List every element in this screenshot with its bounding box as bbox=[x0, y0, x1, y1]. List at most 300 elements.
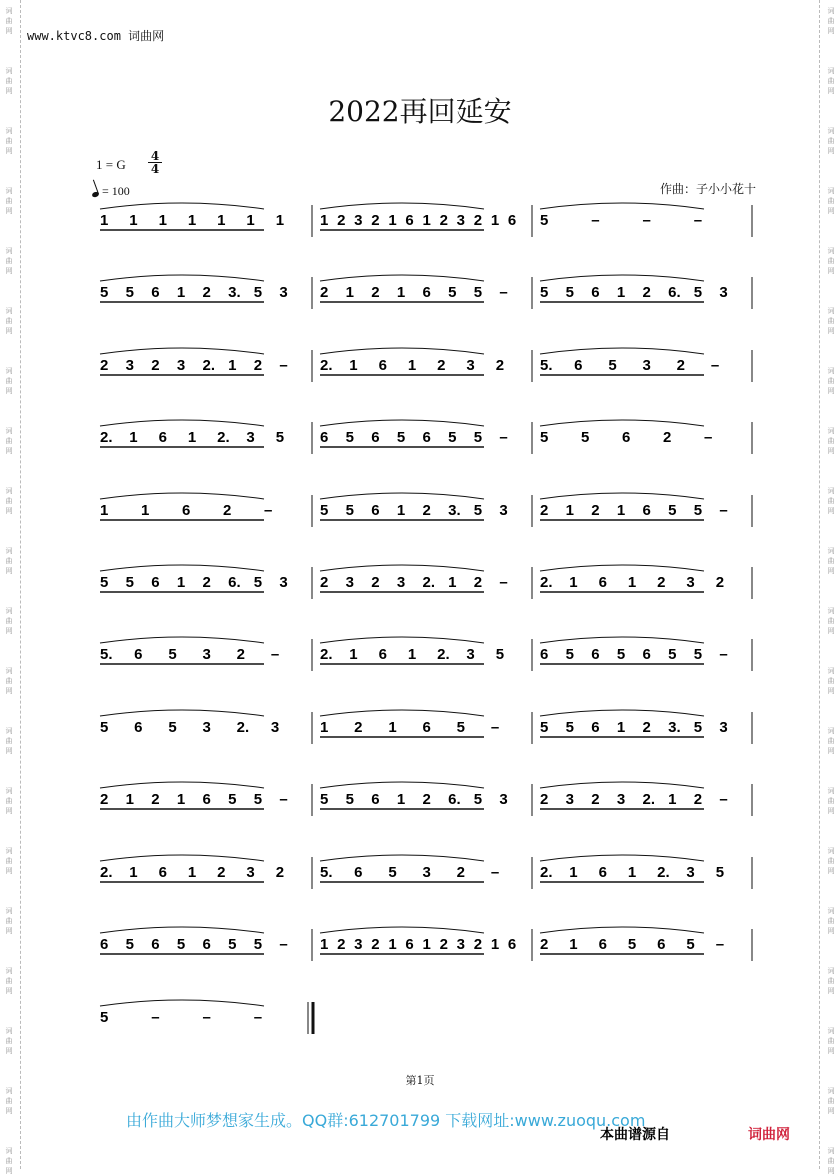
note: – bbox=[202, 1009, 211, 1026]
slur-arc bbox=[540, 203, 704, 209]
note: 1 bbox=[187, 212, 197, 229]
note: 1 bbox=[490, 212, 500, 229]
note: 5 bbox=[608, 357, 617, 374]
score-line bbox=[100, 565, 752, 599]
note: 2. bbox=[100, 864, 113, 881]
note: – bbox=[591, 212, 600, 229]
note: 2 bbox=[320, 284, 329, 301]
note: – bbox=[719, 791, 728, 808]
note: 1 bbox=[627, 574, 637, 591]
note: 2 bbox=[495, 357, 505, 374]
watermark-text: 词 曲 网 bbox=[5, 1147, 13, 1175]
slur-arc bbox=[100, 203, 264, 209]
note: 1 bbox=[448, 574, 457, 591]
note: 6 bbox=[591, 284, 600, 301]
note: 3 bbox=[354, 212, 363, 229]
note: 2. bbox=[540, 864, 553, 881]
note: 6 bbox=[598, 574, 607, 591]
note: 6 bbox=[598, 936, 607, 953]
score-line bbox=[100, 275, 752, 309]
note: – bbox=[490, 864, 500, 881]
note: – bbox=[490, 719, 500, 736]
note: 2 bbox=[473, 212, 483, 229]
note: 6 bbox=[405, 212, 414, 229]
note: 6 bbox=[591, 719, 600, 736]
note: 1 bbox=[569, 936, 578, 953]
note: 2 bbox=[473, 936, 483, 953]
watermark-text: 词 曲 网 bbox=[827, 7, 835, 35]
note: 3 bbox=[279, 284, 288, 301]
note: 6 bbox=[151, 284, 160, 301]
slur-arc bbox=[100, 855, 264, 861]
note: 3 bbox=[642, 357, 651, 374]
note: – bbox=[253, 1009, 263, 1026]
slur-arc bbox=[100, 1000, 264, 1006]
note: 5 bbox=[253, 574, 263, 591]
note: 3 bbox=[270, 719, 280, 736]
note: 5 bbox=[168, 646, 177, 663]
note: 6 bbox=[642, 646, 651, 663]
watermark-text: 词 曲 网 bbox=[5, 847, 13, 875]
note: 5 bbox=[176, 936, 186, 953]
note: 2. bbox=[320, 646, 333, 663]
slur-arc bbox=[100, 927, 264, 933]
note: – bbox=[270, 646, 280, 663]
slur-arc bbox=[320, 855, 484, 861]
note: 5. bbox=[540, 357, 553, 374]
note: 6 bbox=[371, 429, 380, 446]
note: 2 bbox=[676, 357, 686, 374]
slur-arc bbox=[100, 275, 264, 281]
note: – bbox=[279, 357, 288, 374]
note: – bbox=[710, 357, 720, 374]
note: 5. bbox=[320, 864, 333, 881]
note: 2 bbox=[663, 429, 672, 446]
watermark-text: 词 曲 网 bbox=[5, 907, 13, 935]
watermark-text: 词 曲 网 bbox=[827, 487, 835, 515]
note: 1 bbox=[176, 574, 186, 591]
score-line bbox=[100, 855, 752, 889]
note: 5 bbox=[473, 284, 483, 301]
watermark-text: 词 曲 网 bbox=[5, 547, 13, 575]
note: 6 bbox=[507, 212, 517, 229]
note: 1 bbox=[275, 212, 285, 229]
slur-arc bbox=[100, 637, 264, 643]
note: 5 bbox=[540, 719, 549, 736]
note: – bbox=[719, 502, 728, 519]
note: 2 bbox=[275, 864, 285, 881]
note: 3 bbox=[422, 864, 431, 881]
note: – bbox=[279, 791, 288, 808]
note: 2 bbox=[371, 284, 380, 301]
score-line bbox=[100, 782, 752, 816]
note: 3 bbox=[686, 574, 695, 591]
note: 1 bbox=[616, 719, 626, 736]
note: 5 bbox=[540, 212, 549, 229]
score-line bbox=[100, 420, 752, 454]
note: – bbox=[499, 429, 508, 446]
note: 5 bbox=[693, 284, 703, 301]
slur-arc bbox=[320, 710, 484, 716]
slur-arc bbox=[540, 493, 704, 499]
footer-source-label: 本曲谱源自 bbox=[600, 1127, 670, 1143]
note: 5 bbox=[616, 646, 626, 663]
note: 2. bbox=[100, 429, 113, 446]
slur-arc bbox=[100, 565, 264, 571]
note: 5 bbox=[540, 284, 549, 301]
tempo-value: = 100 bbox=[102, 184, 130, 198]
note: 5 bbox=[100, 719, 109, 736]
score-line bbox=[100, 710, 752, 744]
slur-arc bbox=[540, 637, 704, 643]
note: 2 bbox=[100, 791, 109, 808]
watermark-text: 词 曲 网 bbox=[827, 367, 835, 395]
note: 5 bbox=[686, 936, 695, 953]
slur-arc bbox=[320, 348, 484, 354]
note: 2 bbox=[337, 936, 346, 953]
note: 1 bbox=[396, 502, 406, 519]
note: 5 bbox=[693, 502, 703, 519]
note: 3 bbox=[354, 936, 363, 953]
score-line bbox=[100, 927, 752, 961]
note: 6 bbox=[622, 429, 631, 446]
note: – bbox=[642, 212, 651, 229]
note: 1 bbox=[187, 429, 197, 446]
note: 1 bbox=[125, 791, 134, 808]
watermark-text: 词 曲 网 bbox=[827, 607, 835, 635]
watermark-text: 词 曲 网 bbox=[827, 247, 835, 275]
watermark-text: 词 曲 网 bbox=[827, 67, 835, 95]
slur-arc bbox=[320, 493, 484, 499]
note: 1 bbox=[100, 212, 109, 229]
note: 3 bbox=[686, 864, 695, 881]
note: 3 bbox=[125, 357, 134, 374]
note: 6 bbox=[100, 936, 109, 953]
note: 1 bbox=[345, 284, 354, 301]
note: 6 bbox=[422, 429, 431, 446]
note: 2 bbox=[540, 502, 549, 519]
note: 2 bbox=[217, 864, 226, 881]
note: 2. bbox=[657, 864, 670, 881]
note: 1 bbox=[158, 212, 167, 229]
watermark-text: 词 曲 网 bbox=[5, 967, 13, 995]
score-line bbox=[100, 493, 752, 527]
note: 6. bbox=[228, 574, 241, 591]
note: 3 bbox=[202, 719, 211, 736]
note: 5 bbox=[320, 502, 329, 519]
footer-brand[interactable]: 词曲网 bbox=[748, 1127, 790, 1143]
note: 1 bbox=[246, 212, 255, 229]
note: 1 bbox=[490, 936, 500, 953]
note: 1 bbox=[320, 719, 329, 736]
note: 5 bbox=[448, 429, 457, 446]
slur-arc bbox=[540, 420, 704, 426]
note: 5 bbox=[715, 864, 725, 881]
note: 5 bbox=[345, 502, 354, 519]
watermark-text: 词 曲 网 bbox=[827, 427, 835, 455]
note: 2 bbox=[320, 574, 329, 591]
note: 6 bbox=[422, 284, 431, 301]
note: 6 bbox=[151, 574, 160, 591]
note: 3. bbox=[668, 719, 681, 736]
note: 3. bbox=[228, 284, 241, 301]
note: 2 bbox=[439, 936, 448, 953]
note: 3 bbox=[565, 791, 574, 808]
note: 2 bbox=[151, 357, 160, 374]
note: 1 bbox=[176, 284, 186, 301]
score-line bbox=[100, 1000, 313, 1034]
note: 1 bbox=[668, 791, 677, 808]
note: 1 bbox=[422, 212, 431, 229]
note: 2 bbox=[591, 502, 600, 519]
watermark-text: 词 曲 网 bbox=[5, 247, 13, 275]
note: 3 bbox=[456, 936, 466, 953]
note: 6 bbox=[371, 791, 380, 808]
note: 2. bbox=[202, 357, 216, 374]
note: 5 bbox=[495, 646, 505, 663]
note: 5 bbox=[668, 502, 677, 519]
note: 1 bbox=[569, 864, 578, 881]
watermark-text: 词 曲 网 bbox=[827, 547, 835, 575]
page-number: 第1页 bbox=[405, 1074, 435, 1087]
slur-arc bbox=[100, 420, 264, 426]
note: 5 bbox=[540, 429, 549, 446]
note: 5 bbox=[125, 284, 134, 301]
note: 2 bbox=[371, 574, 380, 591]
note: 2 bbox=[437, 357, 446, 374]
note: 2 bbox=[354, 719, 363, 736]
slur-arc bbox=[100, 782, 264, 788]
note: 5 bbox=[345, 429, 354, 446]
note: 6 bbox=[598, 864, 607, 881]
note: 5 bbox=[565, 646, 574, 663]
note: 5 bbox=[388, 864, 397, 881]
watermark-text: 词 曲 网 bbox=[5, 307, 13, 335]
note: 1 bbox=[349, 357, 358, 374]
note: 5 bbox=[693, 646, 703, 663]
note: 2 bbox=[456, 864, 466, 881]
note: 2. bbox=[540, 574, 553, 591]
slur-arc bbox=[540, 927, 704, 933]
note: 5 bbox=[396, 429, 406, 446]
note: 1 bbox=[396, 791, 406, 808]
note: 2. bbox=[437, 646, 450, 663]
note: 6. bbox=[448, 791, 461, 808]
note: 6 bbox=[202, 936, 211, 953]
note: 5 bbox=[473, 429, 483, 446]
note: 2 bbox=[642, 284, 651, 301]
note: 2 bbox=[540, 791, 549, 808]
slur-arc bbox=[100, 348, 264, 354]
note: 1 bbox=[616, 284, 626, 301]
note: 1 bbox=[388, 212, 397, 229]
note: 5 bbox=[473, 502, 483, 519]
note: 3 bbox=[466, 357, 475, 374]
note: 1 bbox=[129, 429, 138, 446]
note: 1 bbox=[388, 719, 397, 736]
score-line bbox=[100, 348, 752, 382]
note: – bbox=[693, 212, 703, 229]
note: 1 bbox=[627, 864, 637, 881]
watermark-text: 词 曲 网 bbox=[827, 307, 835, 335]
slur-arc bbox=[540, 855, 704, 861]
note: 3 bbox=[499, 502, 508, 519]
watermark-text: 词 曲 网 bbox=[5, 1027, 13, 1055]
watermark-text: 词 曲 网 bbox=[827, 667, 835, 695]
slur-arc bbox=[320, 927, 484, 933]
site-header[interactable]: www.ktvc8.com 词曲网 bbox=[27, 29, 165, 43]
note: 5 bbox=[228, 936, 237, 953]
note: 2. bbox=[422, 574, 436, 591]
note: 6 bbox=[182, 502, 191, 519]
watermark-text: 词 曲 网 bbox=[5, 1087, 13, 1115]
note: 3 bbox=[719, 284, 728, 301]
note: 1 bbox=[129, 212, 138, 229]
note: 2 bbox=[223, 502, 232, 519]
note: 6 bbox=[657, 936, 666, 953]
note: 3 bbox=[616, 791, 626, 808]
note: – bbox=[499, 284, 508, 301]
note: 5 bbox=[100, 1009, 109, 1026]
watermark-text: 词 曲 网 bbox=[827, 1087, 835, 1115]
watermark-text: 词 曲 网 bbox=[827, 1147, 835, 1175]
slur-arc bbox=[540, 275, 704, 281]
note: 6 bbox=[378, 646, 387, 663]
note: 2 bbox=[371, 212, 380, 229]
note: 1 bbox=[407, 646, 417, 663]
note: 2 bbox=[236, 646, 246, 663]
note: 5 bbox=[275, 429, 285, 446]
note: 5 bbox=[125, 936, 134, 953]
note: 3 bbox=[466, 646, 475, 663]
note: – bbox=[719, 646, 728, 663]
note: 2. bbox=[217, 429, 230, 446]
note: 2 bbox=[151, 791, 160, 808]
note: 6 bbox=[405, 936, 414, 953]
note: 3. bbox=[448, 502, 461, 519]
note: 6. bbox=[668, 284, 681, 301]
note: 2. bbox=[642, 791, 656, 808]
note: 5 bbox=[253, 791, 263, 808]
note: 1 bbox=[565, 502, 574, 519]
note: 5 bbox=[456, 719, 466, 736]
note: 6 bbox=[574, 357, 583, 374]
note: 6 bbox=[642, 502, 651, 519]
note: 1 bbox=[176, 791, 186, 808]
slur-arc bbox=[320, 420, 484, 426]
score-line bbox=[100, 203, 752, 237]
note: 1 bbox=[217, 212, 226, 229]
slur-arc bbox=[320, 275, 484, 281]
composer-credit: 作曲：子小小花十 bbox=[660, 182, 757, 196]
note: 1 bbox=[141, 502, 150, 519]
note: 5 bbox=[228, 791, 237, 808]
note: 1 bbox=[422, 936, 431, 953]
note: 1 bbox=[396, 284, 406, 301]
note: 5 bbox=[100, 574, 109, 591]
note: 2 bbox=[439, 212, 448, 229]
note: – bbox=[715, 936, 725, 953]
note: 2 bbox=[715, 574, 725, 591]
slur-arc bbox=[540, 782, 704, 788]
note: 6 bbox=[591, 646, 600, 663]
note: 6 bbox=[422, 719, 431, 736]
note: 1 bbox=[569, 574, 578, 591]
watermark-text: 词 曲 网 bbox=[5, 187, 13, 215]
note: 2 bbox=[202, 574, 211, 591]
slur-arc bbox=[540, 348, 704, 354]
note: 3 bbox=[176, 357, 186, 374]
note: 5 bbox=[345, 791, 354, 808]
note: 2 bbox=[371, 936, 380, 953]
footer-generated-note[interactable]: 由作曲大师梦想家生成。QQ群:612701799 下载网址:www.zuoqu.com bbox=[126, 1111, 646, 1130]
note: 5 bbox=[693, 719, 703, 736]
watermark-text: 词 曲 网 bbox=[5, 127, 13, 155]
note: 6 bbox=[320, 429, 329, 446]
watermark-text: 词 曲 网 bbox=[5, 727, 13, 755]
note: 3 bbox=[246, 864, 255, 881]
note: – bbox=[264, 502, 273, 519]
note: 6 bbox=[134, 719, 143, 736]
watermark-text: 词 曲 网 bbox=[827, 127, 835, 155]
note: 3 bbox=[719, 719, 728, 736]
note: 5 bbox=[565, 284, 574, 301]
note: 5 bbox=[473, 791, 483, 808]
slur-arc bbox=[320, 565, 484, 571]
note: 3 bbox=[396, 574, 406, 591]
note: 5 bbox=[168, 719, 177, 736]
note: 2. bbox=[320, 357, 333, 374]
note: 1 bbox=[187, 864, 197, 881]
note: 2 bbox=[642, 719, 651, 736]
watermark-text: 词 曲 网 bbox=[5, 367, 13, 395]
note: 5 bbox=[668, 646, 677, 663]
note: 3 bbox=[499, 791, 508, 808]
note: 5 bbox=[581, 429, 590, 446]
note: 1 bbox=[349, 646, 358, 663]
time-signature-top: 4 bbox=[150, 149, 160, 163]
slur-arc bbox=[100, 493, 264, 499]
note: 2. bbox=[236, 719, 250, 736]
note: 3 bbox=[279, 574, 288, 591]
note: 1 bbox=[388, 936, 397, 953]
note: 5 bbox=[100, 284, 109, 301]
note: 6 bbox=[371, 502, 380, 519]
note: 1 bbox=[320, 212, 329, 229]
watermark-text: 词 曲 网 bbox=[5, 667, 13, 695]
note: 2 bbox=[337, 212, 346, 229]
note: 2 bbox=[473, 574, 483, 591]
note: 6 bbox=[134, 646, 143, 663]
note: 6 bbox=[378, 357, 387, 374]
watermark-text: 词 曲 网 bbox=[5, 7, 13, 35]
slur-arc bbox=[540, 565, 704, 571]
watermark-text: 词 曲 网 bbox=[827, 847, 835, 875]
slur-arc bbox=[320, 203, 484, 209]
watermark-text: 词 曲 网 bbox=[827, 907, 835, 935]
note: 1 bbox=[129, 864, 138, 881]
note: 1 bbox=[320, 936, 329, 953]
key-signature: 1 = G bbox=[96, 157, 126, 172]
watermark-text: 词 曲 网 bbox=[5, 487, 13, 515]
note: 2 bbox=[422, 791, 431, 808]
note: 5 bbox=[125, 574, 134, 591]
watermark-text: 词 曲 网 bbox=[5, 787, 13, 815]
note: 6 bbox=[158, 429, 167, 446]
note: 1 bbox=[228, 357, 237, 374]
note: 2 bbox=[202, 284, 211, 301]
slur-arc bbox=[320, 782, 484, 788]
